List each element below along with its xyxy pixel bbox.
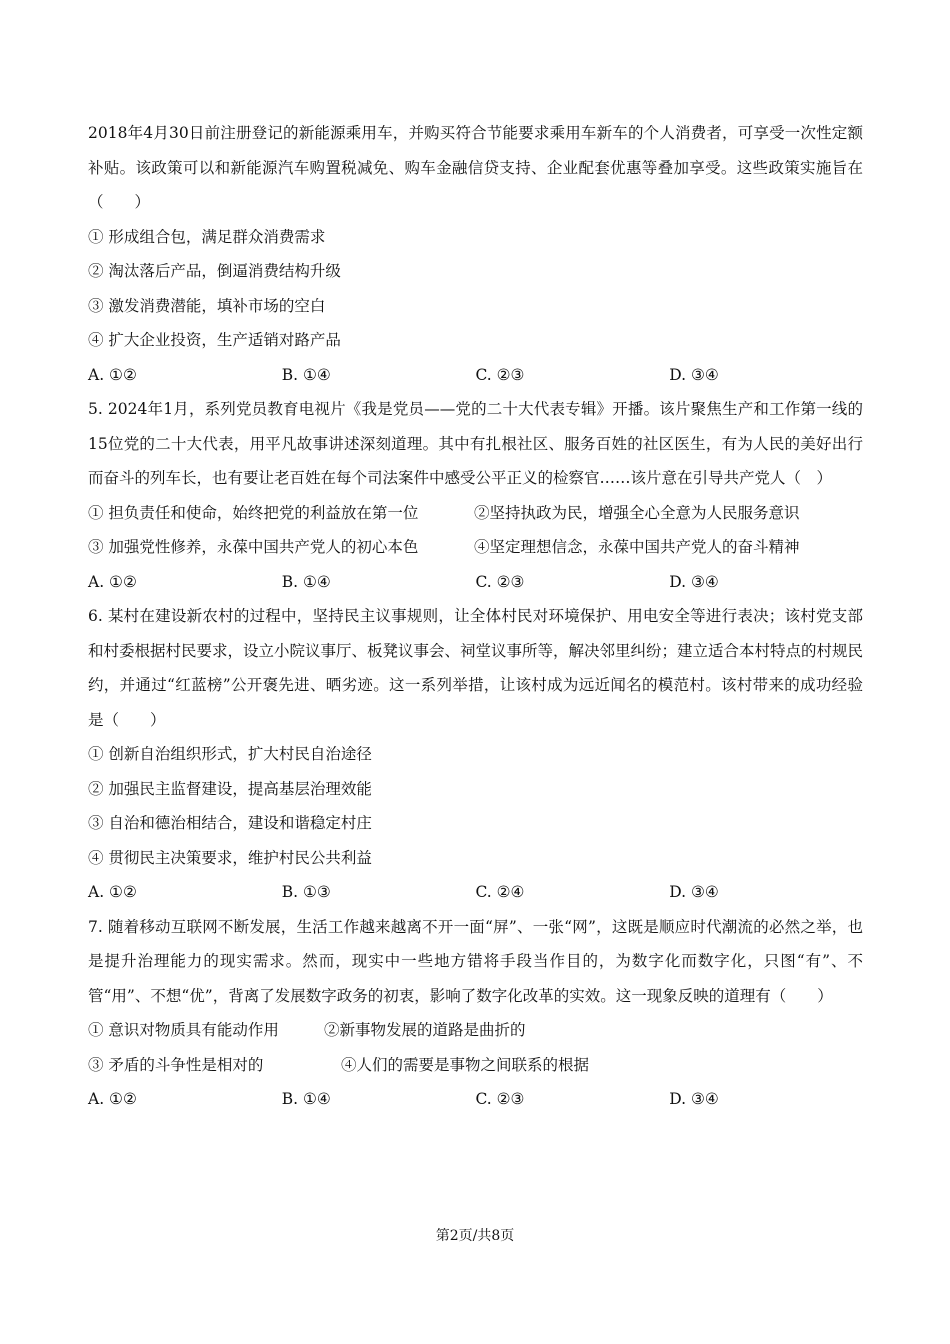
statement-2: ② 加强民主监督建设，提高基层治理效能 xyxy=(88,779,372,798)
statement-4: ④人们的需要是事物之间联系的根据 xyxy=(341,1055,590,1074)
statement-row xyxy=(88,1048,863,1083)
answer-choices xyxy=(88,358,863,393)
choice-a: A. ①② xyxy=(88,1090,137,1108)
statement-4: ④坚定理想信念，永葆中国共产党人的奋斗精神 xyxy=(474,538,800,556)
statement-row xyxy=(88,530,863,565)
choice-a: A. ①② xyxy=(88,883,137,901)
statement-row xyxy=(88,496,863,531)
choice-c: C. ②④ xyxy=(475,883,525,901)
statement-2: ②新事物发展的道路是曲折的 xyxy=(324,1021,526,1039)
question-6 xyxy=(88,599,863,910)
statement-4: ④ 扩大企业投资，生产适销对路产品 xyxy=(88,331,341,349)
choice-c: C. ②③ xyxy=(475,1090,525,1108)
choice-a: A. ①② xyxy=(88,365,137,384)
question-5 xyxy=(88,392,863,599)
choice-a: A. ①② xyxy=(88,572,137,591)
statement-3: ③ 激发消费潜能，填补市场的空白 xyxy=(88,296,326,315)
statement-1: ① 创新自治组织形式，扩大村民自治途径 xyxy=(88,745,372,763)
choice-b: B. ①④ xyxy=(281,1090,331,1108)
choice-b: B. ①④ xyxy=(281,572,331,591)
choice-d: D. ③④ xyxy=(669,572,719,591)
statement-4: ④ 贯彻民主决策要求，维护村民公共利益 xyxy=(88,848,372,867)
question-stem: 5. 2024年1月，系列党员教育电视片《我是党员——党的二十大代表专辑》开播。该片聚焦生产和工作第一线的15位党的二十大代表，用平凡故事讲述深刻道理。其中有扎根社区、服务百姓的社区医生，有为人民的美好出行而奋斗的列车长，也有要让老百姓在每个司法案件中感受公平正义的检察官……该片意在引导共产党人（ ） xyxy=(88,400,863,487)
statement-3: ③ 矛盾的斗争性是相对的 xyxy=(88,1055,264,1074)
choice-d: D. ③④ xyxy=(669,883,719,901)
page-number: 第2页/共8页 xyxy=(435,1228,515,1244)
statement-3: ③ 加强党性修养，永葆中国共产党人的初心本色 xyxy=(88,538,419,556)
statement-1: ① 担负责任和使命，始终把党的利益放在第一位 xyxy=(88,503,419,522)
choice-c: C. ②③ xyxy=(475,365,525,384)
answer-choices xyxy=(88,565,863,600)
answer-choices xyxy=(88,1082,863,1117)
choice-c: C. ②③ xyxy=(475,572,525,591)
question-4 xyxy=(88,116,863,392)
question-stem: 6. 某村在建设新农村的过程中，坚持民主议事规则，让全体村民对环境保护、用电安全等进行表决；该村党支部和村委根据村民要求，设立小院议事厅、板凳议事会、祠堂议事所等，解决邻里纠纷；建立适合本村特点的村规民约，并通过“红蓝榜”公开褒先进、晒劣迹。这一系列举措，让该村成为远近闻名的模范村。该村带来的成功经验是（ ） xyxy=(88,607,864,729)
statement-1: ① 意识对物质具有能动作用 xyxy=(88,1021,279,1039)
statement-3: ③ 自治和德治相结合，建设和谐稳定村庄 xyxy=(88,814,372,832)
statement-1: ① 形成组合包，满足群众消费需求 xyxy=(88,227,326,246)
choice-d: D. ③④ xyxy=(669,365,719,384)
choice-d: D. ③④ xyxy=(669,1090,719,1108)
question-stem: 2018年4月30日前注册登记的新能源乘用车，并购买符合节能要求乘用车新车的个人消费者，可享受一次性定额补贴。该政策可以和新能源汽车购置税减免、购车金融信贷支持、企业配套优惠等叠加享受。这些政策实施旨在（ ） xyxy=(88,124,863,211)
question-stem: 7. 随着移动互联网不断发展，生活工作越来越离不开一面“屏”、一张“网”，这既是顺应时代潮流的必然之举，也是提升治理能力的现实需求。然而，现实中一些地方错将手段当作目的，为数字化而数字化，只图“有”、不管“用”、不想“优”，背离了发展数字政务的初衷，影响了数字化改革的实效。这一现象反映的道理有（ ） xyxy=(88,917,863,1005)
choice-b: B. ①④ xyxy=(281,365,331,384)
statement-2: ②坚持执政为民，增强全心全意为人民服务意识 xyxy=(474,503,800,522)
exam-page xyxy=(88,116,863,1117)
statement-2: ② 淘汰落后产品，倒逼消费结构升级 xyxy=(88,262,341,280)
question-7 xyxy=(88,910,863,1117)
statement-row xyxy=(88,1013,863,1048)
choice-b: B. ①③ xyxy=(281,883,331,901)
answer-choices xyxy=(88,875,863,910)
